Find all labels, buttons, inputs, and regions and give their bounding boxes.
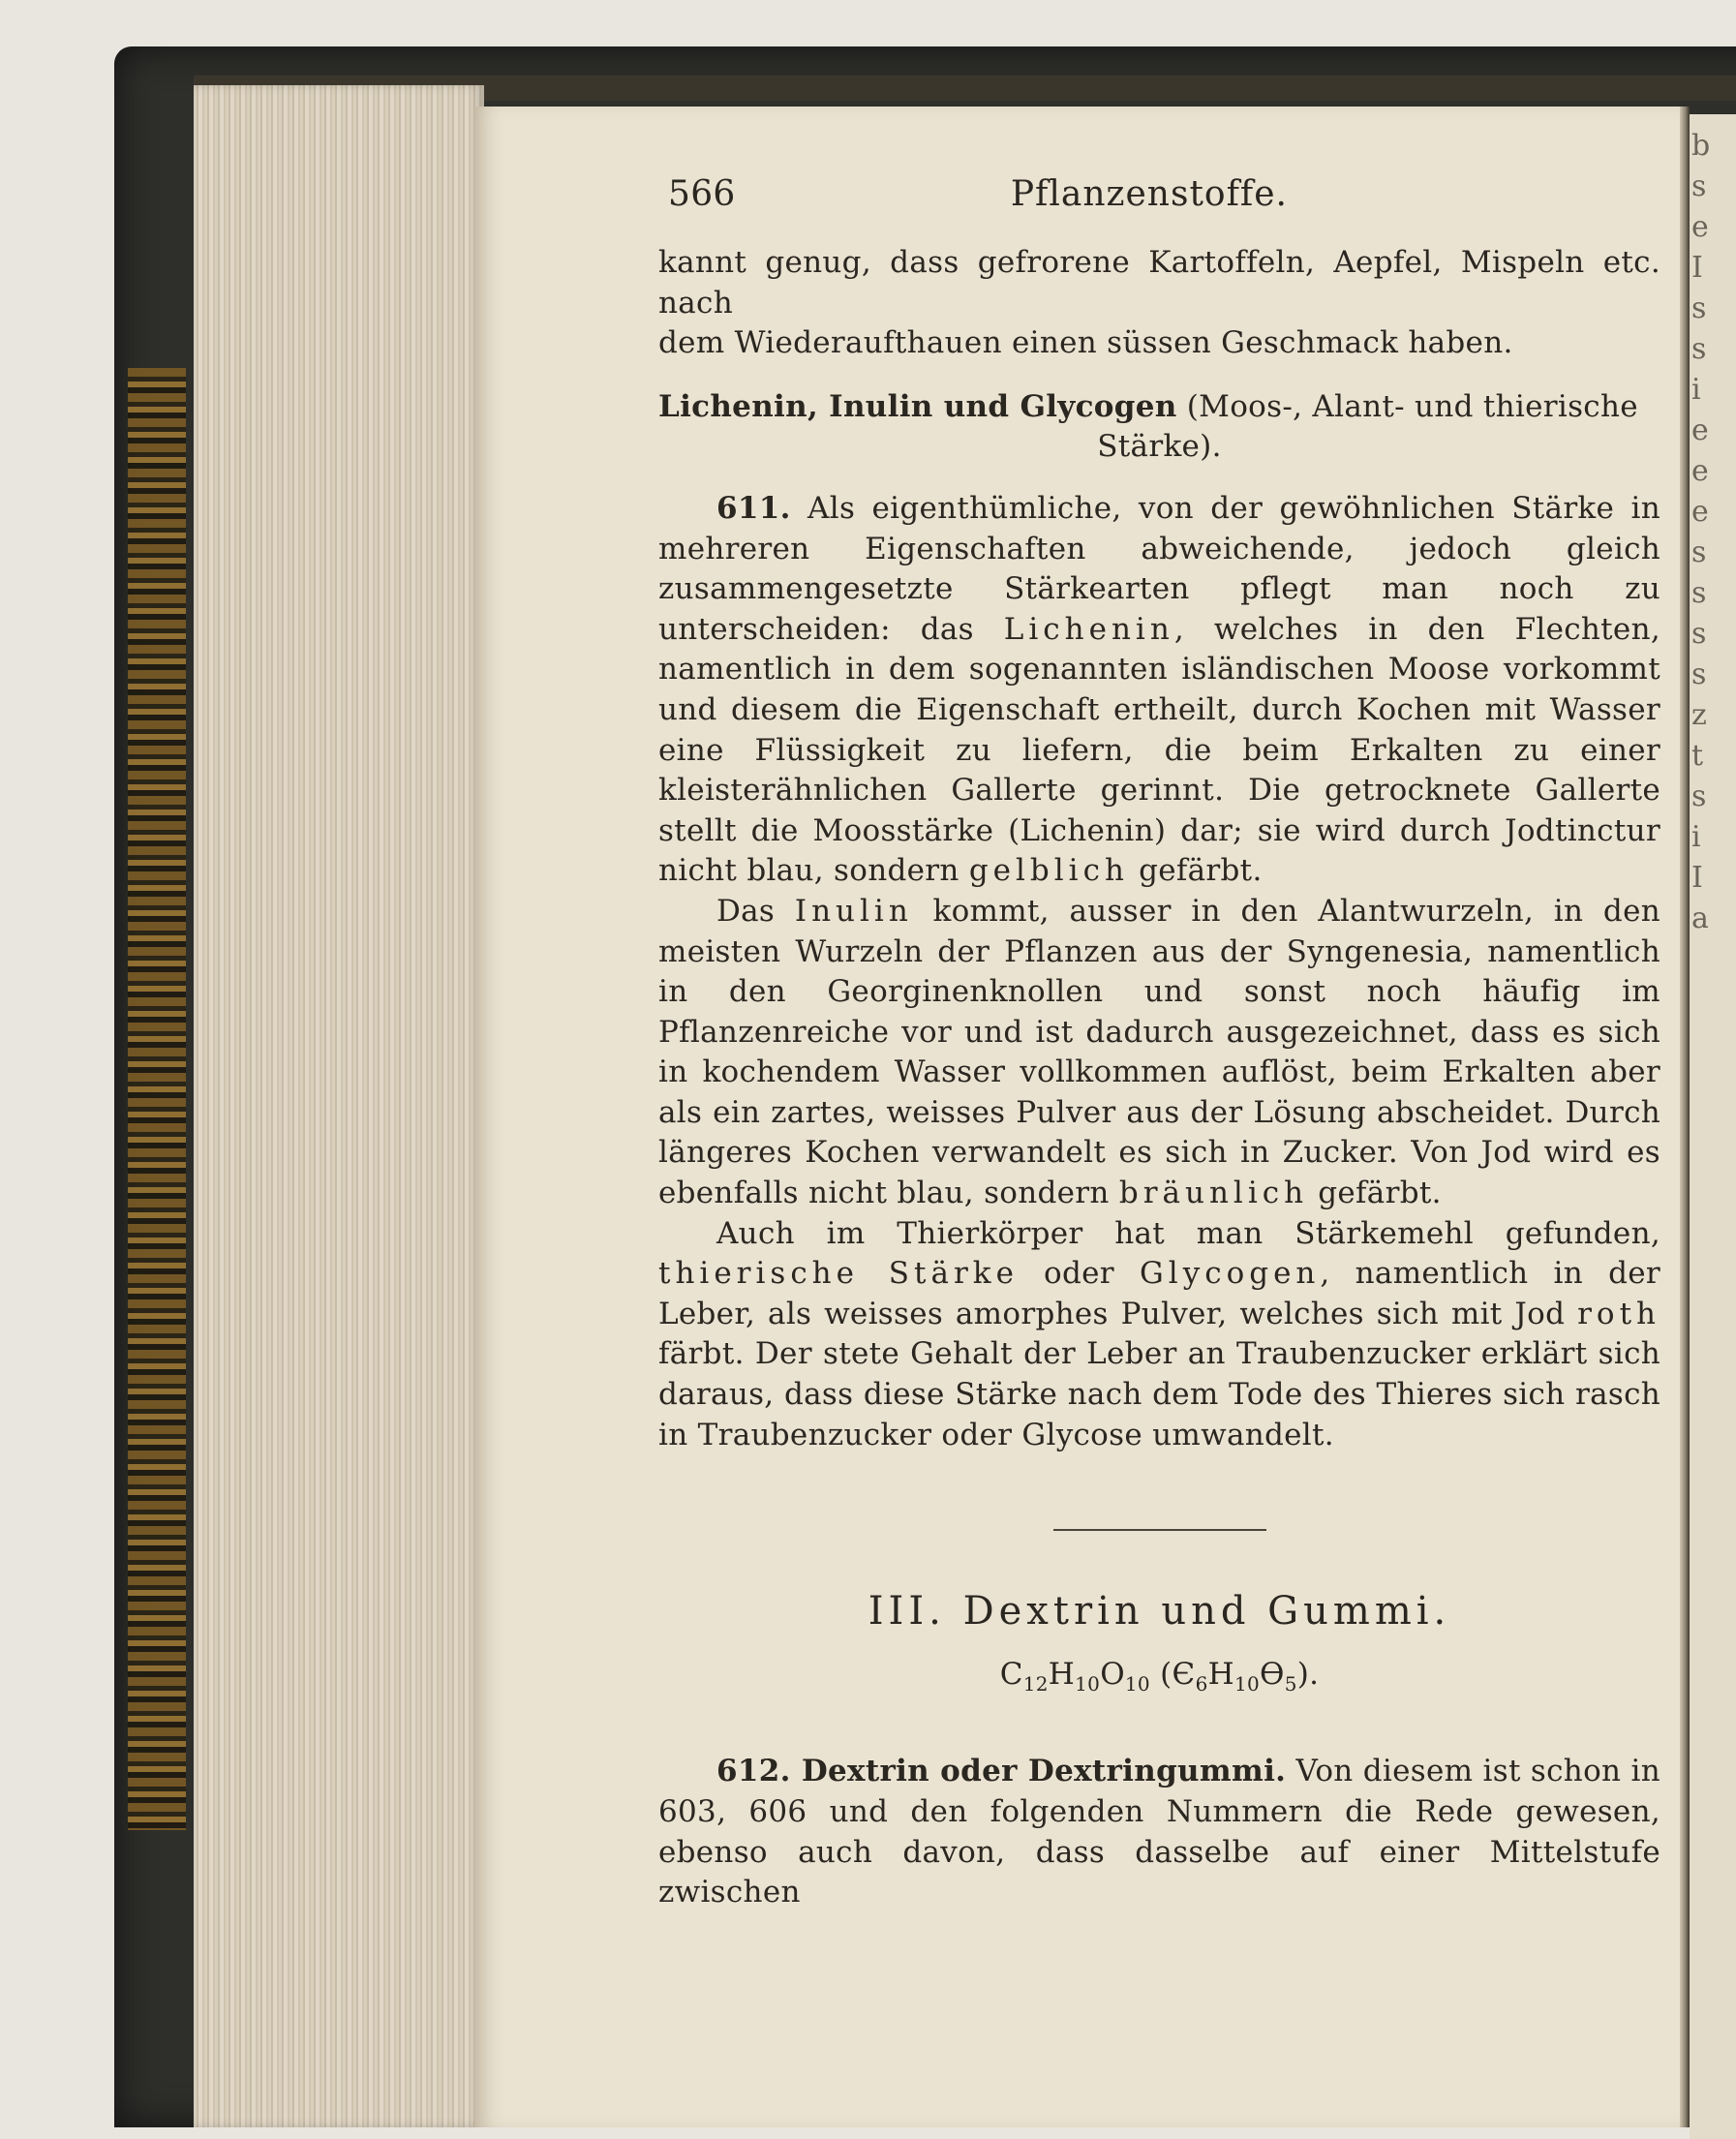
facing-fragment: a	[1691, 901, 1709, 935]
term-lichenin: Lichenin	[1003, 611, 1174, 647]
inulin-text-c: gefärbt.	[1308, 1176, 1442, 1211]
facing-fragment: e	[1691, 495, 1709, 529]
paragraph-glycogen	[658, 1214, 1660, 1456]
facing-fragment: s	[1691, 169, 1707, 203]
formula-o2-count: 5	[1284, 1672, 1297, 1696]
facing-page-edge	[1690, 114, 1736, 2139]
running-header	[668, 174, 1288, 214]
book-spine-decoration	[128, 368, 186, 1830]
formula-h: H	[1048, 1657, 1076, 1693]
formula-o: O	[1100, 1657, 1125, 1693]
paragraph-inulin	[658, 892, 1660, 1214]
formula-h-count: 10	[1075, 1672, 1101, 1696]
glycogen-text-c: , namentlich in der Leber, als weisses amorphes Pulver, welches sich mit Jod	[658, 1256, 1660, 1331]
inulin-text-a: Das	[716, 893, 795, 929]
running-title: Pflanzenstoffe.	[1010, 174, 1288, 214]
formula-open: (	[1149, 1657, 1173, 1693]
facing-fragment: s	[1691, 332, 1707, 366]
inulin-text-b: kommt, ausser in den Alantwurzeln, in den meisten Wurzeln der Pflanzen aus der Syngenesia, namentlich in den Georginenknollen und sonst noch häufig im Pflanzenreiche vor und ist dadurch ausgezeichnet, dass es sich in kochendem Wasser vollkommen auflöst, beim Erkalten aber als ein zartes, weisses Pulver aus der Lösung abscheidet. Durch längeres Kochen verwandelt es sich in Zucker. Von Jod wird es ebenfalls nicht blau, sondern	[658, 893, 1660, 1211]
formula-c: C	[999, 1657, 1023, 1693]
para611-text-c: gefärbt.	[1128, 853, 1263, 889]
page-stack-edge	[194, 85, 484, 2127]
facing-fragment: i	[1691, 820, 1701, 854]
facing-fragment: I	[1691, 861, 1703, 895]
formula-h2-count: 10	[1233, 1672, 1260, 1696]
formula-h2: H	[1207, 1657, 1234, 1693]
facing-fragment: s	[1691, 576, 1707, 610]
paragraph-number-611: 611.	[716, 490, 791, 526]
formula-o2: Ѳ	[1260, 1657, 1285, 1693]
term-inulin: Inulin	[794, 893, 913, 929]
facing-fragment: i	[1691, 373, 1701, 407]
term-braeunlich: bräunlich	[1118, 1176, 1309, 1211]
facing-fragment: I	[1691, 251, 1703, 285]
glycogen-text-a: Auch im Thierkörper hat man Stärkemehl gefunden,	[716, 1215, 1660, 1251]
term-gelblich: gelblich	[968, 853, 1129, 889]
term-roth: roth	[1577, 1296, 1660, 1331]
para611-text-a: Als eigenthümliche, von der gewöhnlichen Stärke in mehreren Eigenschaften abweichende, jedoch gleich zusammengesetzte Stärkearten pflegt man noch zu unterscheiden: das	[658, 490, 1660, 647]
glycogen-text-b: oder	[1018, 1256, 1141, 1292]
section-title: III. Dextrin und Gummi.	[868, 1589, 1451, 1635]
paragraph-611	[658, 489, 1660, 892]
facing-fragment: s	[1691, 291, 1707, 325]
subheading-line2: Stärke).	[1097, 429, 1222, 465]
paragraph-612	[658, 1752, 1660, 1912]
facing-fragment: s	[1691, 617, 1707, 651]
facing-fragment: s	[1691, 657, 1707, 691]
intro-line-2: dem Wiederaufthauen einen süssen Geschmack haben.	[658, 325, 1513, 361]
facing-fragment: e	[1691, 413, 1709, 447]
facing-fragment: b	[1691, 129, 1711, 163]
facing-fragment: s	[1691, 535, 1707, 569]
formula-o-count: 10	[1124, 1672, 1150, 1696]
formula-c2-count: 6	[1195, 1672, 1208, 1696]
subheading	[658, 387, 1660, 468]
paragraph-612-text: Von diesem ist schon in 603, 606 und den folgenden Nummern die Rede gewesen, ebenso auch davon, dass dasselbe auf einer Mittelstufe zwischen	[658, 1754, 1660, 1910]
facing-fragment: e	[1691, 210, 1709, 244]
subheading-rest: (Moos-, Alant- und thierische	[1176, 388, 1638, 424]
page-number: 566	[668, 174, 736, 214]
facing-fragment: s	[1691, 779, 1707, 813]
term-glycogen: Glycogen	[1140, 1256, 1321, 1292]
paragraph-612-title: Dextrin oder Dextringummi.	[790, 1754, 1287, 1789]
facing-fragment: e	[1691, 454, 1709, 488]
term-thierische-staerke: thierische Stärke	[658, 1256, 1019, 1292]
subheading-bold: Lichenin, Inulin und Glycogen	[658, 388, 1177, 424]
formula-c-count: 12	[1022, 1672, 1049, 1696]
book-gutter	[1680, 107, 1690, 2127]
chemical-formula	[658, 1657, 1660, 1696]
facing-fragment: t	[1691, 739, 1704, 773]
glycogen-text-d: färbt. Der stete Gehalt der Leber an Traubenzucker erklärt sich daraus, dass diese Stärke nach dem Tode des Thieres sich rasch in Traubenzucker oder Glycose umwandelt.	[658, 1336, 1660, 1452]
para611-text-b: , welches in den Flechten, namentlich in dem sogenannten isländischen Moose vorkommt und diesem die Eigenschaft ertheilt, durch Kochen mit Wasser eine Flüssigkeit zu liefern, die beim Erkalten zu einer kleisterähnlichen Gallerte gerinnt. Die getrocknete Gallerte stellt die Moosstärke (Lichenin) dar; sie wird durch Jodtinctur nicht blau, sondern	[658, 611, 1660, 889]
page-text	[658, 174, 1660, 1913]
intro-line-1: kannt genug, dass gefrorene Kartoffeln, Aepfel, Mispeln etc. nach	[658, 245, 1660, 321]
facing-fragment: z	[1691, 698, 1707, 732]
section-divider	[1053, 1529, 1266, 1531]
paragraph-number-612: 612.	[716, 1754, 791, 1789]
formula-close: ).	[1296, 1657, 1320, 1693]
formula-c2: Є	[1172, 1657, 1196, 1693]
